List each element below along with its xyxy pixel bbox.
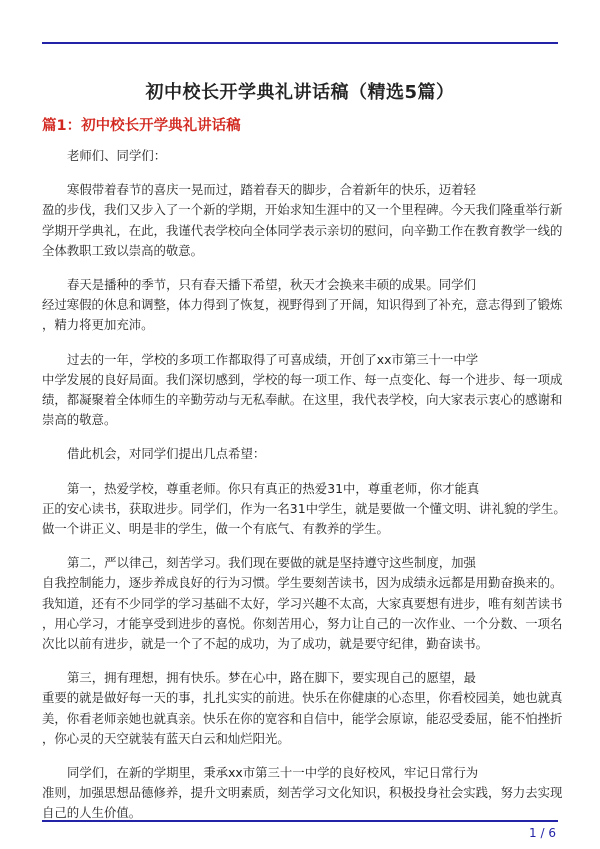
paragraph-line: 次比以前有进步，就是一个了不起的成功，为了成功，就是要守纪律，勤奋读书。 (42, 636, 489, 652)
paragraph-line: 我知道，还有不少同学的学习基础不太好，学习兴趣不太高，大家真要想有进步，唯有刻苦读书 (42, 595, 563, 611)
paragraph-line: 正的安心读书，获取进步。同学们，作为一名31中学生，就是要做一个懂文明、讲礼貌的学生。 (42, 500, 566, 516)
paragraph-line: 做一个讲正义、明是非的学生，做一个有底气、有教养的学生。 (42, 521, 389, 537)
page-indicator: 1 / 6 (529, 826, 556, 840)
paragraph-line: 绩，都凝聚着全体师生的辛勤劳动与无私奉献。在这里，我代表学校，向大家表示衷心的感谢和 (42, 392, 563, 408)
paragraph-line: 全体教职工致以崇高的敬意。 (42, 242, 204, 258)
body-paragraph (42, 444, 558, 464)
document-body (42, 146, 566, 838)
paragraph-line: 寒假带着春节的喜庆一晃而过，踏着春天的脚步，合着新年的快乐，迈着轻 (67, 182, 476, 198)
paragraph-line: 准则，加强思想品德修养，提升文明素质，刻苦学习文化知识，积极投身社会实践，努力去实现 (42, 785, 563, 801)
paragraph-line: 过去的一年，学校的多项工作都取得了可喜成绩，开创了xx市第三十一中学 (67, 351, 479, 367)
body-paragraph (42, 275, 563, 336)
body-paragraph (42, 763, 563, 824)
paragraph-line: 学期开学典礼，在此，我谨代表学校向全体同学表示亲切的慰问，向辛勤工作在教育教学一线的 (42, 222, 563, 238)
section-heading: 篇1：初中校长开学典礼讲话稿 (42, 118, 241, 134)
body-paragraph (42, 180, 563, 261)
paragraph-line: 崇高的敬意。 (42, 412, 117, 428)
paragraph-line: ，精力将更加充沛。 (42, 317, 154, 333)
paragraph-line: 美，你看老师亲她也就真亲。快乐在你的宽容和自信中，能学会原谅，能忍受委屈，能不怕挫折 (42, 710, 563, 726)
paragraph-line: 经过寒假的休息和调整，体力得到了恢复，视野得到了开阔，知识得到了补充，意志得到了锻炼 (42, 297, 563, 313)
paragraph-line: 盈的步伐，我们又步入了一个新的学期，开始求知生涯中的又一个里程碑。今天我们隆重举行新 (42, 202, 563, 218)
paragraph-line: 第三，拥有理想，拥有快乐。梦在心中，路在脚下，要实现自己的愿望，最 (67, 670, 476, 686)
paragraph-line: 同学们，在新的学期里，秉承xx市第三十一中学的良好校风，牢记日常行为 (67, 765, 479, 781)
paragraph-line: ，用心学习，才能享受到进步的喜悦。你刻苦用心，努力让自己的一次作业、一个分数、一项名 (42, 615, 563, 631)
body-paragraph (42, 479, 566, 540)
paragraph-line: 自我控制能力，逐步养成良好的行为习惯。学生要刻苦读书，因为成绩永远都是用勤奋换来的。 (42, 575, 563, 591)
body-paragraph (42, 668, 563, 749)
paragraph-line: ，你心灵的天空就装有蓝天白云和灿烂阳光。 (42, 730, 290, 746)
footer-rule (42, 820, 558, 822)
paragraph-line: 重要的就是做好每一天的事，扎扎实实的前进。快乐在你健康的心态里，你看校园美，她也就真 (42, 690, 563, 706)
paragraph-line: 第一，热爱学校，尊重老师。你只有真正的热爱31中，尊重老师，你才能真 (67, 480, 480, 496)
header-rule (42, 42, 558, 44)
paragraph-line: 自己的人生价值。 (42, 805, 142, 821)
paragraph-line: 中学发展的良好局面。我们深切感到，学校的每一项工作、每一点变化、每一个进步、每一项成 (42, 371, 563, 387)
paragraph-line: 借此机会，对同学们提出几点希望： (67, 446, 266, 462)
body-paragraph (42, 553, 563, 654)
paragraph-line: 第二，严以律己，刻苦学习。我们现在要做的就是坚持遵守这些制度，加强 (67, 555, 476, 571)
document-title: 初中校长开学典礼讲话稿（精选5篇） (145, 82, 455, 103)
body-paragraph (42, 146, 558, 166)
paragraph-line: 老师们、同学们： (67, 148, 167, 163)
body-paragraph (42, 350, 563, 431)
paragraph-line: 春天是播种的季节，只有春天播下希望，秋天才会换来丰硕的成果。同学们 (67, 277, 476, 293)
